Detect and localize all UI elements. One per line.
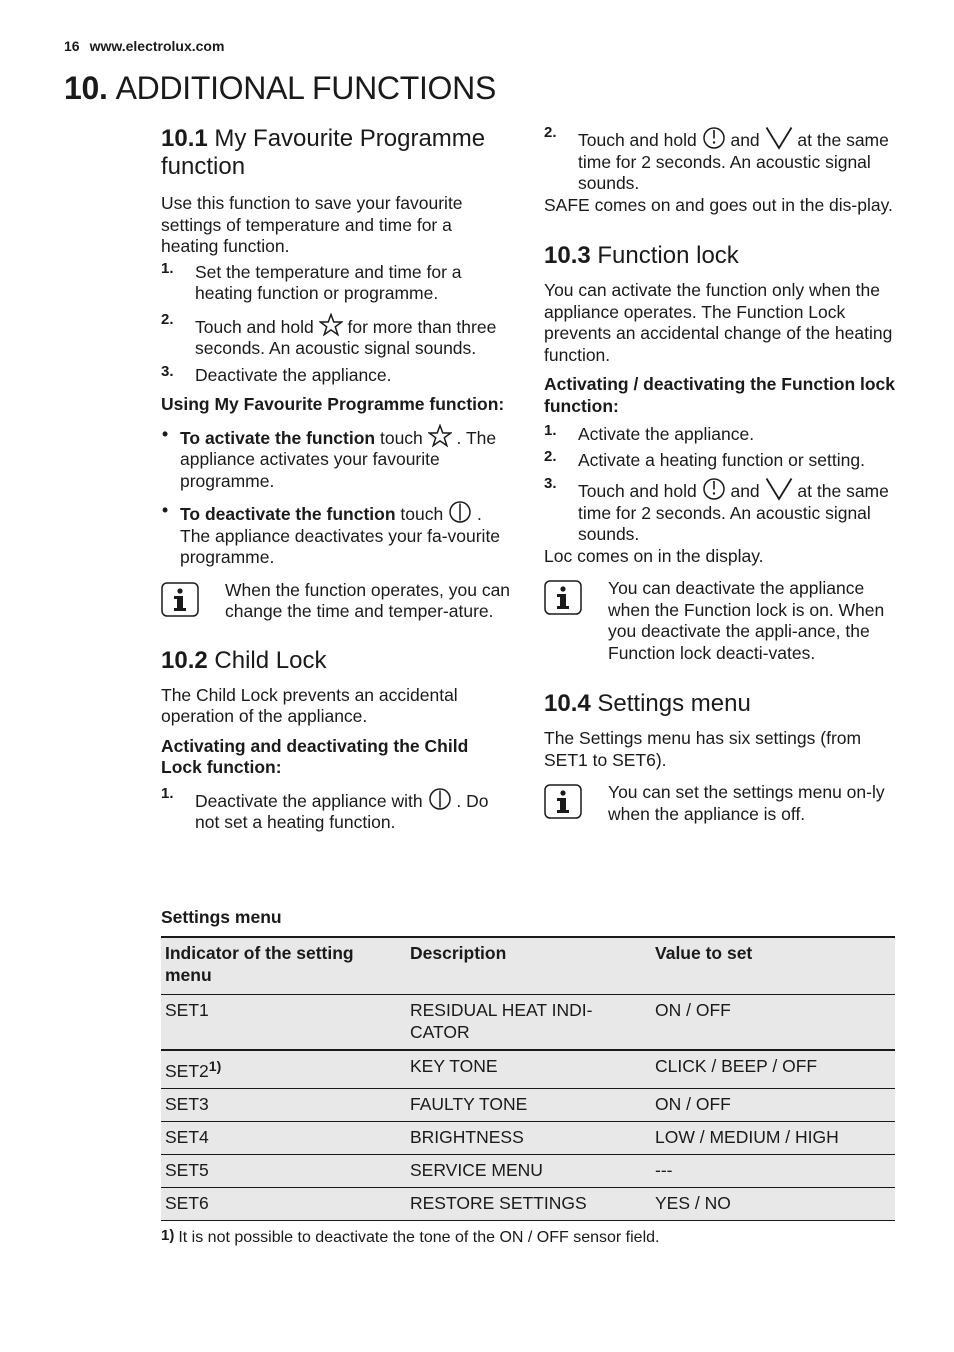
info-note	[544, 782, 896, 825]
step-text: Touch and hold	[195, 316, 314, 337]
footnote-ref: 1)	[208, 1058, 222, 1074]
table-cell: CLICK / BEEP / OFF	[651, 1050, 895, 1089]
table-row	[161, 1155, 895, 1188]
table-cell: ON / OFF	[651, 1089, 895, 1122]
info-note	[161, 580, 513, 623]
step-text: and	[730, 130, 760, 150]
section-title: Child Lock	[214, 646, 327, 674]
section-10-1-steps	[161, 259, 513, 387]
section-number: 10.4	[544, 690, 591, 717]
footnote-text: It is not possible to deactivate the tone of the ON / OFF sensor field.	[178, 1229, 660, 1246]
step-text: for more than three seconds. An acoustic signal sounds.	[195, 316, 497, 358]
table-cell	[161, 1050, 406, 1089]
down-chevron-icon	[765, 477, 793, 501]
step-text: and	[730, 481, 760, 501]
section-10-3-steps	[544, 424, 896, 546]
step-number: 1.	[161, 259, 174, 277]
info-note	[544, 578, 896, 664]
settings-table	[161, 936, 895, 1221]
table-header-cell: Description	[406, 937, 651, 995]
list-item	[161, 362, 513, 387]
step-number: 3.	[161, 362, 174, 380]
page-number: 16	[64, 38, 80, 54]
table-row	[161, 1122, 895, 1155]
list-item	[161, 310, 513, 360]
list-item	[544, 126, 896, 195]
subheading: Activating / deactivating the Function lock function:	[544, 374, 896, 416]
bullet-bold: To deactivate the function	[180, 504, 396, 524]
table-cell: RESIDUAL HEAT INDI-CATOR	[406, 995, 651, 1051]
settings-table-section	[161, 907, 895, 1247]
table-cell: SET6	[161, 1188, 406, 1221]
section-10-2-intro: The Child Lock prevents an accidental operation of the appliance.	[161, 684, 458, 726]
table-cell: ---	[651, 1155, 895, 1188]
chapter-title	[64, 70, 496, 107]
section-10-2-steps	[161, 784, 513, 834]
step-text: Activate the appliance.	[578, 424, 755, 444]
info-icon	[544, 784, 582, 819]
list-item	[161, 424, 513, 493]
note-text: You can set the settings menu on-ly when the appliance is off.	[608, 782, 885, 824]
section-10-1-intro: Use this function to save your favourite settings of temperature and time for a heating function.	[161, 193, 463, 256]
list-item	[544, 424, 896, 446]
table-cell: BRIGHTNESS	[406, 1122, 651, 1155]
table-row	[161, 1089, 895, 1122]
section-number: 10.1	[161, 125, 208, 152]
power-icon	[428, 787, 452, 811]
table-cell: ON / OFF	[651, 995, 895, 1051]
section-10-3-intro: You can activate the function only when the appliance operates. The Function Lock prevents an accidental change of the heating function.	[544, 280, 893, 365]
down-chevron-icon	[765, 126, 793, 150]
note-text: You can deactivate the appliance when the Function lock is on. When you deactivate the appli-ance, the Function lock deacti-vates.	[608, 578, 885, 663]
table-row	[161, 995, 895, 1051]
section-10-2-heading	[161, 647, 513, 675]
table-cell: SET4	[161, 1122, 406, 1155]
note-text: When the function operates, you can change the time and temper-ature.	[225, 579, 511, 621]
section-10-2-steps-cont	[544, 126, 896, 195]
section-10-4-heading	[544, 690, 896, 718]
table-cell: FAULTY TONE	[406, 1089, 651, 1122]
chapter-title-text: ADDITIONAL FUNCTIONS	[115, 70, 496, 106]
clock-icon	[702, 126, 726, 150]
footnote	[161, 1227, 895, 1247]
left-column	[161, 125, 513, 834]
table-caption: Settings menu	[161, 907, 282, 927]
step-text: Deactivate the appliance.	[195, 364, 392, 385]
star-icon	[428, 424, 452, 448]
website: www.electrolux.com	[89, 38, 225, 54]
star-icon	[319, 313, 343, 337]
table-cell: RESTORE SETTINGS	[406, 1188, 651, 1221]
section-10-4-intro: The Settings menu has six settings (from SET1 to SET6).	[544, 728, 862, 770]
table-cell: YES / NO	[651, 1188, 895, 1221]
bullet-list	[161, 424, 513, 569]
bullet-text: touch	[400, 504, 444, 524]
table-cell: SERVICE MENU	[406, 1155, 651, 1188]
step-text: Deactivate the appliance with	[195, 790, 423, 811]
table-cell: LOW / MEDIUM / HIGH	[651, 1122, 895, 1155]
list-item	[544, 447, 896, 472]
step-text: at the same time for 2 seconds. An acoustic signal sounds.	[578, 481, 889, 544]
power-icon	[448, 500, 472, 524]
step-text: Touch and hold	[578, 130, 697, 150]
table-row	[161, 1188, 895, 1221]
bullet-text: touch	[379, 427, 423, 448]
section-title: Settings menu	[597, 690, 751, 717]
step-text: Set the temperature and time for a heating function or programme.	[195, 261, 462, 303]
loc-text: Loc comes on in the display.	[544, 545, 764, 566]
table-cell: SET3	[161, 1089, 406, 1122]
table-cell: KEY TONE	[406, 1050, 651, 1089]
step-text: Activate a heating function or setting.	[578, 449, 865, 470]
step-number: 3.	[544, 475, 557, 492]
list-item	[161, 259, 513, 305]
step-text: . Do not set a heating function.	[195, 790, 489, 832]
section-title: My Favourite Programme function	[161, 125, 486, 180]
right-column	[544, 126, 896, 825]
info-icon	[544, 580, 582, 615]
list-item	[161, 500, 513, 569]
bullet: •	[162, 423, 169, 444]
table-row	[161, 1050, 895, 1089]
list-item	[161, 784, 513, 834]
info-icon	[161, 582, 199, 617]
cell-text: SET2	[165, 1061, 209, 1081]
bullet: •	[162, 500, 169, 520]
list-item	[544, 477, 896, 546]
chapter-number: 10.	[64, 70, 108, 106]
step-number: 1.	[544, 422, 557, 439]
section-10-3-heading	[544, 242, 896, 270]
table-header-cell: Value to set	[651, 937, 895, 995]
table-cell: SET1	[161, 995, 406, 1051]
step-number: 2.	[544, 447, 557, 465]
step-number: 2.	[161, 310, 174, 328]
section-10-1-heading	[161, 125, 513, 181]
bullet-bold: To activate the function	[180, 427, 376, 448]
footnote-mark: 1)	[161, 1227, 175, 1244]
table-header-row	[161, 937, 895, 995]
section-number: 10.3	[544, 242, 591, 269]
step-text: Touch and hold	[578, 481, 697, 501]
step-number: 1.	[161, 784, 174, 802]
bullet-text: . The appliance deactivates your fa-vourite programme.	[180, 504, 501, 567]
step-text: at the same time for 2 seconds. An acoustic signal sounds.	[578, 130, 889, 193]
subheading: Activating and deactivating the Child Lock function:	[161, 735, 469, 777]
step-number: 2.	[544, 124, 557, 141]
section-number: 10.2	[161, 646, 208, 674]
page-header	[64, 38, 224, 54]
subheading: Using My Favourite Programme function:	[161, 394, 505, 414]
table-header-cell: Indicator of the setting menu	[161, 937, 406, 995]
clock-icon	[702, 477, 726, 501]
table-cell: SET5	[161, 1155, 406, 1188]
bullet-text: . The appliance activates your favourite programme.	[180, 427, 497, 491]
section-title: Function lock	[597, 242, 739, 269]
safe-text: SAFE comes on and goes out in the dis-play.	[544, 194, 893, 215]
